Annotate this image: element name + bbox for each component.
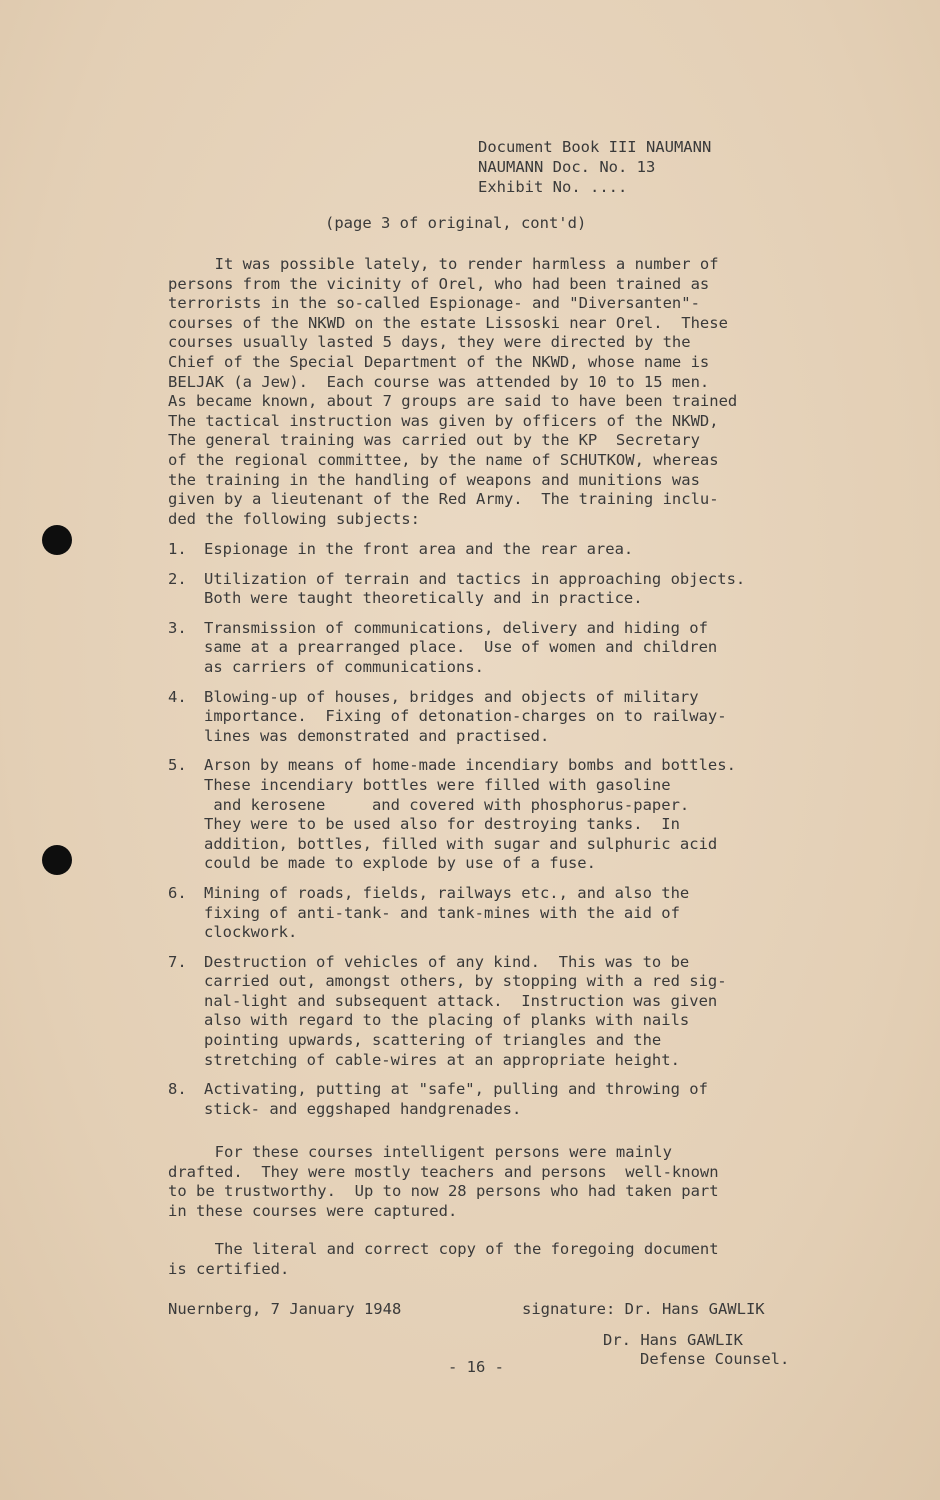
list-item	[168, 540, 898, 560]
list-item	[168, 756, 898, 874]
list-number: 3.	[168, 618, 187, 637]
certification-paragraph: The literal and correct copy of the foregoing document is certified.	[168, 1240, 719, 1278]
page-reference: (page 3 of original, cont'd)	[325, 214, 587, 232]
subjects-list	[168, 540, 898, 1129]
intro-paragraph: It was possible lately, to render harmless a number of persons from the vicinity of Orel, who had been trained as terrorists in the so-called Espionage- and "Diversanten"- courses of the NKWD on the estate Lissoski near Orel. These courses usually lasted 5 days, they were directed by the Chief of the Special Department of the NKWD, whose name is BELJAK (a Jew). Each course was attended by 10 to 15 men. As became known, about 7 groups are said to have been trained The tactical instruction was given by officers of the NKWD, The general training was carried out by the KP Secretary of the regional committee, by the name of SCHUTKOW, whereas the training in the handling of weapons and munitions was given by a lieutenant of the Red Army. The training inclu- ded the following subjects:	[168, 255, 738, 528]
list-number: 4.	[168, 687, 187, 706]
list-item	[168, 619, 898, 678]
list-number: 8.	[168, 1080, 187, 1099]
page-number: - 16 -	[448, 1358, 504, 1376]
list-number: 6.	[168, 883, 187, 902]
list-item	[168, 884, 898, 943]
list-item	[168, 688, 898, 747]
place-date: Nuernberg, 7 January 1948	[168, 1300, 402, 1318]
signature-line: signature: Dr. Hans GAWLIK	[522, 1300, 765, 1318]
list-text: Transmission of communications, delivery and hiding of same at a prearranged place. Use of women and children as carriers of communications.	[204, 618, 718, 676]
list-text: Arson by means of home-made incendiary bombs and bottles. These incendiary bottles were filled with gasoline and kerosene and covered with phosphorus-paper. They were to be used also for destroying tanks. In addition, bottles, filled with sugar and sulphuric acid could be made to explode by use of a fuse.	[204, 756, 736, 873]
list-number: 1.	[168, 540, 187, 558]
list-number: 2.	[168, 569, 187, 588]
list-text: Destruction of vehicles of any kind. This was to be carried out, amongst others, by stopping with a red sig- nal-light and subsequent attack. Instruction was given also with regard to the placing of planks with nails pointing upwards, scattering of triangles and the stretching of cable-wires at an appropriate height.	[204, 952, 727, 1069]
document-header	[478, 137, 711, 197]
list-item	[168, 570, 898, 609]
list-item	[168, 1080, 898, 1119]
list-number: 5.	[168, 756, 187, 775]
signatory-title: Defense Counsel.	[640, 1350, 790, 1368]
document-book: Document Book III NAUMANN	[478, 138, 712, 156]
list-text: Mining of roads, fields, railways etc., and also the fixing of anti-tank- and tank-mines with the aid of clockwork.	[204, 883, 690, 942]
punch-hole	[42, 845, 72, 875]
list-text: Activating, putting at "safe", pulling and throwing of stick- and eggshaped handgrenades.	[204, 1080, 708, 1118]
document-number: NAUMANN Doc. No. 13	[478, 158, 656, 176]
closing-paragraph: For these courses intelligent persons were mainly drafted. They were mostly teachers and persons well-known to be trustworthy. Up to now 28 persons who had taken part in these courses were captured.	[168, 1143, 719, 1220]
list-text: Espionage in the front area and the rear area.	[204, 540, 634, 558]
list-text: Blowing-up of houses, bridges and objects of military importance. Fixing of detonation-charges on to railway- lines was demonstrated and practised.	[204, 687, 727, 745]
punch-hole	[42, 525, 72, 555]
list-text: Utilization of terrain and tactics in approaching objects. Both were taught theoretically and in practice.	[204, 569, 746, 608]
exhibit-number: Exhibit No. ....	[478, 178, 628, 196]
list-number: 7.	[168, 952, 187, 971]
list-item	[168, 953, 898, 1071]
signatory-name: Dr. Hans GAWLIK	[603, 1331, 743, 1349]
